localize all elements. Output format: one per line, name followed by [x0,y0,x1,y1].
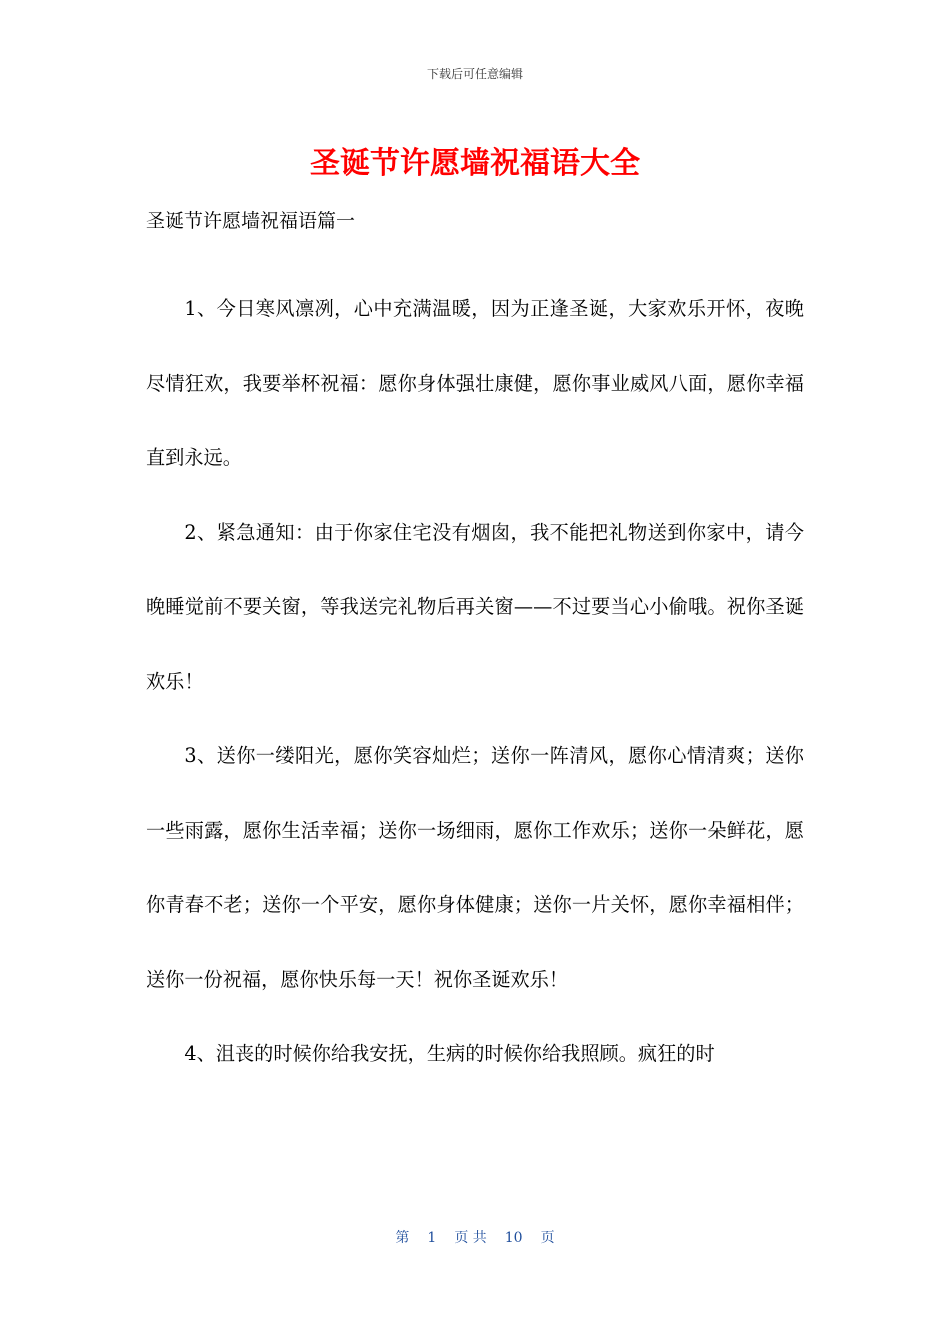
footer-current-page: 1 [427,1230,437,1246]
footer-total-pages: 10 [504,1230,523,1246]
page-footer [0,1228,950,1248]
paragraph-3: 3、送你一缕阳光，愿你笑容灿烂；送你一阵清风，愿你心情清爽；送你一些雨露，愿你生活幸福；送你一场细雨，愿你工作欢乐；送你一朵鲜花，愿你青春不老；送你一个平安，愿你身体健康；送你一片关怀，愿你幸福相伴；送你一份祝福，愿你快乐每一天！祝你圣诞欢乐！ [146,744,804,991]
footer-middle: 页 共 [454,1230,487,1246]
paragraph-1: 1、今日寒风凛冽，心中充满温暖，因为正逢圣诞，大家欢乐开怀，夜晚尽情狂欢，我要举杯祝福：愿你身体强壮康健，愿你事业威风八面，愿你幸福直到永远。 [146,297,804,469]
footer-suffix: 页 [540,1230,555,1246]
document-title: 圣诞节许愿墙祝福语大全 [310,146,640,181]
section-heading: 圣诞节许愿墙祝福语篇一 [146,210,356,232]
page-header-note: 下载后可任意编辑 [426,67,523,81]
paragraph-2: 2、紧急通知：由于你家住宅没有烟囱，我不能把礼物送到你家中，请今晚睡觉前不要关窗，等我送完礼物后再关窗——不过要当心小偷哦。祝你圣诞欢乐！ [146,520,804,693]
paragraph-4: 4、沮丧的时候你给我安抚，生病的时候你给我照顾。疯狂的时 [184,1042,715,1065]
footer-prefix: 第 [395,1230,410,1246]
document-body [146,272,804,1092]
